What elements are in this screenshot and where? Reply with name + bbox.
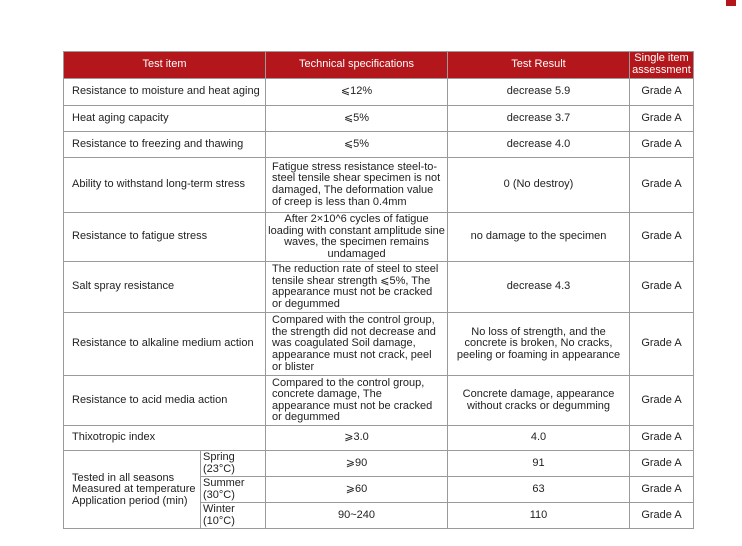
- result-cell: decrease 5.9: [448, 79, 630, 106]
- test-item-cell: Resistance to fatigue stress: [64, 213, 266, 262]
- spec-cell: After 2×10^6 cycles of fatigue loading with constant amplitude sine waves, the specimen remains undamaged: [266, 213, 448, 262]
- result-cell: 4.0: [448, 426, 630, 451]
- grade-cell: Grade A: [630, 158, 694, 213]
- header-row: [64, 52, 694, 79]
- table-row: [64, 132, 694, 158]
- test-item-cell: Resistance to alkaline medium action: [64, 313, 266, 376]
- result-cell: 110: [448, 503, 630, 529]
- table-row: [64, 313, 694, 376]
- result-cell: No loss of strength, and the concrete is broken, No cracks, peeling or foaming in appearance: [448, 313, 630, 376]
- test-item-cell: Salt spray resistance: [64, 262, 266, 313]
- header-single-item-assessment: Single item assessment: [630, 52, 694, 79]
- table-row: [64, 213, 694, 262]
- grade-cell: Grade A: [630, 313, 694, 376]
- test-item-cell: Resistance to freezing and thawing: [64, 132, 266, 158]
- table-row: [64, 451, 694, 477]
- grade-cell: Grade A: [630, 451, 694, 477]
- grade-cell: Grade A: [630, 79, 694, 106]
- grade-cell: Grade A: [630, 426, 694, 451]
- test-item-cell: Ability to withstand long-term stress: [64, 158, 266, 213]
- result-cell: decrease 3.7: [448, 106, 630, 132]
- seasons-test-item-cell: [64, 451, 201, 529]
- spec-cell: 90~240: [266, 503, 448, 529]
- result-cell: decrease 4.3: [448, 262, 630, 313]
- result-cell: 63: [448, 477, 630, 503]
- spec-cell: ⩾90: [266, 451, 448, 477]
- spec-cell: ⩾60: [266, 477, 448, 503]
- grade-cell: Grade A: [630, 376, 694, 426]
- spec-cell: Compared to the control group, concrete damage, The appearance must not be cracked or degummed: [266, 376, 448, 426]
- table-row: [64, 158, 694, 213]
- grade-cell: Grade A: [630, 477, 694, 503]
- spec-cell: ⩽5%: [266, 132, 448, 158]
- test-results-table: [63, 51, 694, 529]
- test-item-cell: Thixotropic index: [64, 426, 266, 451]
- test-item-cell: Resistance to acid media action: [64, 376, 266, 426]
- result-cell: Concrete damage, appearance without cracks or degumming: [448, 376, 630, 426]
- grade-cell: Grade A: [630, 213, 694, 262]
- table-row: [64, 426, 694, 451]
- result-cell: decrease 4.0: [448, 132, 630, 158]
- result-cell: 0 (No destroy): [448, 158, 630, 213]
- table-row: [64, 79, 694, 106]
- grade-cell: Grade A: [630, 503, 694, 529]
- season-cell: Winter (10°C): [201, 503, 266, 529]
- corner-accent-mark: [726, 0, 736, 6]
- grade-cell: Grade A: [630, 106, 694, 132]
- grade-cell: Grade A: [630, 132, 694, 158]
- header-technical-specifications: Technical specifications: [266, 52, 448, 79]
- season-cell: Summer (30°C): [201, 477, 266, 503]
- table-row: [64, 376, 694, 426]
- season-cell: Spring (23°C): [201, 451, 266, 477]
- spec-cell: Compared with the control group, the strength did not decrease and was coagulated Soil damage, appearance must not crack, peel or blister: [266, 313, 448, 376]
- spec-cell: Fatigue stress resistance steel-to-steel tensile shear specimen is not damaged, The deformation value of creep is less than 0.4mm: [266, 158, 448, 213]
- test-item-cell: Resistance to moisture and heat aging: [64, 79, 266, 106]
- header-test-result: Test Result: [448, 52, 630, 79]
- spec-cell: The reduction rate of steel to steel tensile shear strength ⩽5%, The appearance must not be cracked or degummed: [266, 262, 448, 313]
- seasons-label-line: Tested in all seasons: [72, 471, 175, 484]
- spec-cell: ⩽5%: [266, 106, 448, 132]
- spec-cell: ⩽12%: [266, 79, 448, 106]
- seasons-label-line: Application period (min): [72, 494, 188, 507]
- header-test-item: Test item: [64, 52, 266, 79]
- seasons-label-line: Measured at temperature: [72, 483, 196, 496]
- spec-cell: ⩾3.0: [266, 426, 448, 451]
- test-item-cell: Heat aging capacity: [64, 106, 266, 132]
- result-cell: 91: [448, 451, 630, 477]
- result-cell: no damage to the specimen: [448, 213, 630, 262]
- grade-cell: Grade A: [630, 262, 694, 313]
- table-row: [64, 106, 694, 132]
- table-row: [64, 262, 694, 313]
